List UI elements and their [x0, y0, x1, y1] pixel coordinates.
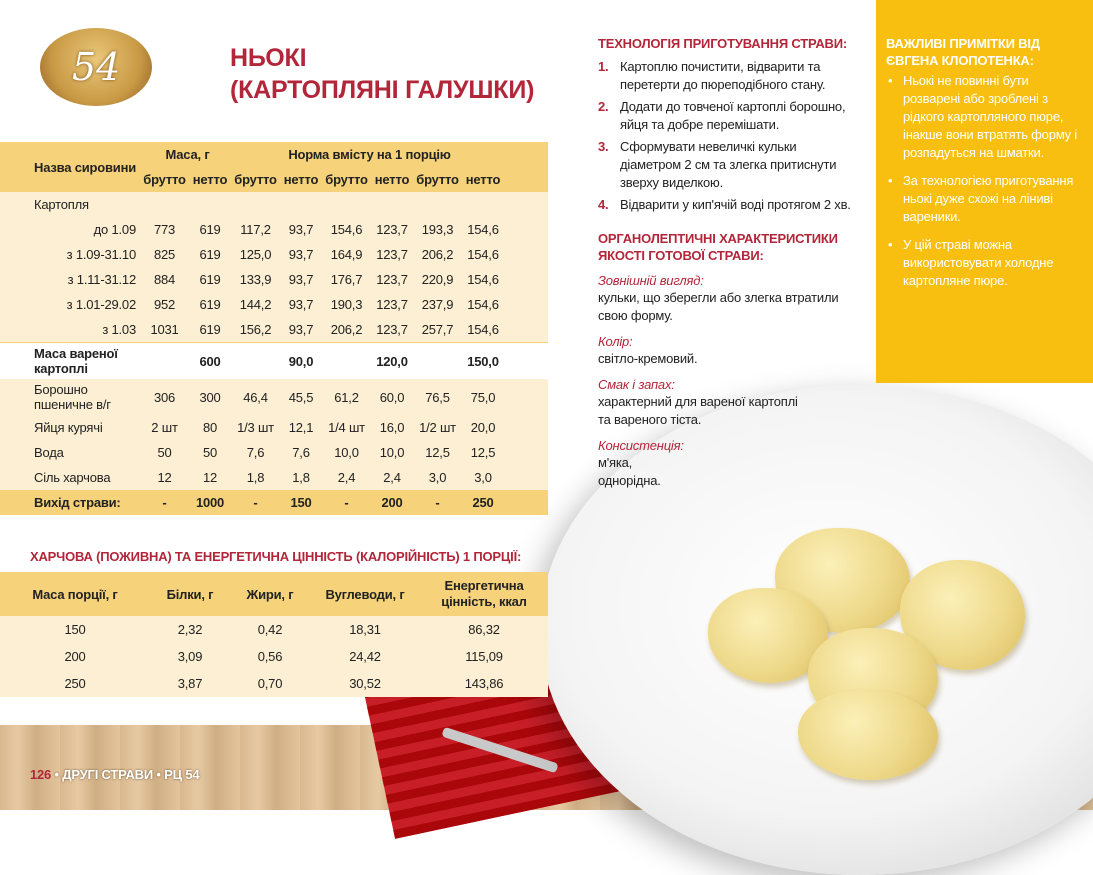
table-row — [0, 292, 548, 317]
title-line: ЯКОСТІ ГОТОВОЇ СТРАВИ: — [598, 248, 764, 263]
cell: 117,2 — [233, 217, 278, 242]
cell: 164,9 — [324, 242, 369, 267]
cell: 133,9 — [233, 267, 278, 292]
cell: 24,42 — [310, 643, 420, 670]
label-line: пшеничне в/г — [34, 397, 111, 412]
criterion-value: свою форму. — [598, 308, 673, 323]
cell: 0,42 — [230, 616, 310, 643]
cell: 90,0 — [278, 343, 324, 380]
cell: 619 — [187, 267, 233, 292]
criterion-value: однорідна. — [598, 473, 661, 488]
gnocchi-image — [798, 690, 938, 780]
label-line: картоплі — [34, 361, 88, 376]
cell: 156,2 — [233, 317, 278, 343]
note-text: Ньокі не повинні бути розварені або зроблені з рідкого картопляного пюре, інакше вони втратять форму і розпадуться на шматки. — [903, 73, 1078, 160]
column-header: Жири, г — [230, 572, 310, 616]
table-row — [0, 616, 548, 643]
cell: 0,70 — [230, 670, 310, 697]
cell: 884 — [142, 267, 187, 292]
cell: 93,7 — [278, 292, 324, 317]
cell: 3,0 — [415, 465, 460, 490]
cell: 86,32 — [420, 616, 548, 643]
period-label: з 1.03 — [0, 317, 142, 343]
notes-title: ВАЖЛИВІ ПРИМІТКИ ВІД ЄВГЕНА КЛОПОТЕНКА: — [886, 36, 1040, 68]
cell: 154,6 — [460, 267, 506, 292]
cell: 1,8 — [278, 465, 324, 490]
cell: 16,0 — [369, 415, 415, 440]
column-header-norm: Норма вмісту на 1 порцію — [233, 142, 506, 167]
cell: - — [142, 490, 187, 515]
cell: 30,52 — [310, 670, 420, 697]
cell: 154,6 — [324, 217, 369, 242]
table-row-yield — [0, 490, 548, 515]
page-number: 126 — [30, 767, 52, 782]
cell: 3,0 — [460, 465, 506, 490]
organoleptic-title — [598, 230, 858, 264]
ingredient-name — [0, 379, 142, 415]
yield-label: Вихід страви: — [0, 490, 142, 515]
step-text: Картоплю почистити, відварити та перетерти до пюреподібного стану. — [620, 59, 826, 92]
recipe-number-badge: 54 — [72, 45, 121, 89]
cell: 60,0 — [369, 379, 415, 415]
note-item — [886, 236, 1081, 290]
step-number: 2. — [598, 99, 609, 114]
subheader: нетто — [369, 167, 415, 192]
step-text: Сформувати невеличкі кульки діаметром 2 см та злегка притиснути зверху виделкою. — [620, 139, 837, 190]
table-row — [0, 217, 548, 242]
technology-steps — [598, 58, 858, 214]
step-text: Додати до товченої картоплі борошно, яйця та добре перемішати. — [620, 99, 846, 132]
cell: 7,6 — [278, 440, 324, 465]
cell: 2,4 — [324, 465, 369, 490]
notes-list — [886, 72, 1081, 300]
table-row — [0, 267, 548, 292]
cell: 150,0 — [460, 343, 506, 380]
table-row — [0, 242, 548, 267]
criterion-value: світло-кремовий. — [598, 351, 698, 366]
ingredient-name: Вода — [0, 440, 142, 465]
cell: 773 — [142, 217, 187, 242]
note-text: У цій страві можна використовувати холодне картопляне пюре. — [903, 237, 1054, 288]
cell: 154,6 — [460, 217, 506, 242]
cell: 115,09 — [420, 643, 548, 670]
cell: 12 — [187, 465, 233, 490]
energy-table — [0, 572, 548, 697]
step-item — [598, 138, 858, 192]
cell: 12,5 — [415, 440, 460, 465]
step-number: 1. — [598, 59, 609, 74]
criterion-value: характерний для вареної картоплі — [598, 394, 798, 409]
cell: 1/3 шт — [233, 415, 278, 440]
criterion-value: м'яка, — [598, 455, 633, 470]
label-line: Борошно — [34, 382, 88, 397]
cell: 619 — [187, 317, 233, 343]
cell: 619 — [187, 217, 233, 242]
cell: 1/4 шт — [324, 415, 369, 440]
cell: 1/2 шт — [415, 415, 460, 440]
period-label: з 1.09-31.10 — [0, 242, 142, 267]
technology-title: ТЕХНОЛОГІЯ ПРИГОТУВАННЯ СТРАВИ: — [598, 36, 847, 51]
subheader: нетто — [460, 167, 506, 192]
header-line: Енергетична — [444, 578, 524, 593]
cell: 76,5 — [415, 379, 460, 415]
cell: 12,1 — [278, 415, 324, 440]
table-row — [0, 317, 548, 343]
subheader: нетто — [278, 167, 324, 192]
cell: 220,9 — [415, 267, 460, 292]
cell: 75,0 — [460, 379, 506, 415]
title-line: (КАРТОПЛЯНІ ГАЛУШКИ) — [230, 76, 535, 104]
recipe-title — [230, 42, 534, 106]
cell: 93,7 — [278, 267, 324, 292]
cell: 1031 — [142, 317, 187, 343]
ingredient-name: Сіль харчова — [0, 465, 142, 490]
cell: 2 шт — [142, 415, 187, 440]
cell: 3,09 — [150, 643, 230, 670]
cell: 257,7 — [415, 317, 460, 343]
table-row — [0, 379, 548, 415]
cell: 7,6 — [233, 440, 278, 465]
cell: 1,8 — [233, 465, 278, 490]
cell: 154,6 — [460, 317, 506, 343]
cell: 2,4 — [369, 465, 415, 490]
ingredient-name: Яйця курячі — [0, 415, 142, 440]
label-line: Маса вареної — [34, 346, 118, 361]
ingredient-name: Картопля — [0, 192, 142, 217]
criterion-label: Колір: — [598, 334, 633, 349]
cell: 12 — [142, 465, 187, 490]
cell: 20,0 — [460, 415, 506, 440]
cell: 45,5 — [278, 379, 324, 415]
cell: 143,86 — [420, 670, 548, 697]
cell: 150 — [278, 490, 324, 515]
cell: 150 — [0, 616, 150, 643]
title-line: НЬОКІ — [230, 44, 307, 72]
note-item — [886, 72, 1081, 162]
step-item — [598, 98, 858, 134]
cell: 144,2 — [233, 292, 278, 317]
bullet-icon: • — [888, 73, 893, 88]
cell: 18,31 — [310, 616, 420, 643]
cell: 825 — [142, 242, 187, 267]
cell: 190,3 — [324, 292, 369, 317]
cell: 3,87 — [150, 670, 230, 697]
bullet-icon: • — [888, 173, 893, 188]
note-item — [886, 172, 1081, 226]
subheader: брутто — [233, 167, 278, 192]
criterion-value: та вареного тіста. — [598, 412, 702, 427]
cell: 619 — [187, 292, 233, 317]
period-label: з 1.11-31.12 — [0, 267, 142, 292]
cell: 61,2 — [324, 379, 369, 415]
cell: 193,3 — [415, 217, 460, 242]
criterion-label: Консистенція: — [598, 438, 684, 453]
cell: 46,4 — [233, 379, 278, 415]
cell: 600 — [187, 343, 233, 380]
table-row — [0, 643, 548, 670]
technology-column — [598, 35, 858, 490]
cell: - — [415, 490, 460, 515]
cell: 120,0 — [369, 343, 415, 380]
column-header-mass: Маса, г — [142, 142, 233, 167]
table-row — [0, 670, 548, 697]
header-line: цінність, ккал — [441, 594, 527, 609]
page-footer — [30, 767, 199, 782]
cell: 154,6 — [460, 242, 506, 267]
cell: 80 — [187, 415, 233, 440]
column-header — [420, 572, 548, 616]
cell: 50 — [142, 440, 187, 465]
cell: 10,0 — [324, 440, 369, 465]
cell: 93,7 — [278, 217, 324, 242]
step-item — [598, 196, 858, 214]
cell: 306 — [142, 379, 187, 415]
subheader: нетто — [187, 167, 233, 192]
cell: 12,5 — [460, 440, 506, 465]
cell: 250 — [0, 670, 150, 697]
ingredient-name — [0, 343, 142, 380]
cell: 1000 — [187, 490, 233, 515]
criterion-label: Смак і запах: — [598, 377, 675, 392]
title-line: ОРГАНОЛЕПТИЧНІ ХАРАКТЕРИСТИКИ — [598, 231, 838, 246]
cell: - — [324, 490, 369, 515]
column-header: Маса порції, г — [0, 572, 150, 616]
step-item — [598, 58, 858, 94]
column-header-name: Назва сировини — [0, 142, 142, 192]
cell: - — [233, 490, 278, 515]
table-row — [0, 415, 548, 440]
subheader: брутто — [324, 167, 369, 192]
notes-panel — [876, 0, 1093, 383]
recipe-code: РЦ 54 — [164, 767, 200, 782]
separator: • — [54, 767, 59, 782]
cell: 237,9 — [415, 292, 460, 317]
cell: 250 — [460, 490, 506, 515]
separator: • — [156, 767, 161, 782]
cell: 125,0 — [233, 242, 278, 267]
cell: 10,0 — [369, 440, 415, 465]
cell: 300 — [187, 379, 233, 415]
cell: 206,2 — [415, 242, 460, 267]
cell: 206,2 — [324, 317, 369, 343]
ingredients-table — [0, 142, 548, 515]
period-label: до 1.09 — [0, 217, 142, 242]
step-number: 3. — [598, 139, 609, 154]
energy-section-title: ХАРЧОВА (ПОЖИВНА) ТА ЕНЕРГЕТИЧНА ЦІННІСТЬ (КАЛОРІЙНІСТЬ) 1 ПОРЦІЇ: — [30, 549, 522, 564]
cell: 123,7 — [369, 267, 415, 292]
column-header: Білки, г — [150, 572, 230, 616]
cell: 200 — [369, 490, 415, 515]
table-row — [0, 343, 548, 380]
section-name: ДРУГІ СТРАВИ — [62, 767, 153, 782]
cell: 93,7 — [278, 242, 324, 267]
cell: 619 — [187, 242, 233, 267]
step-number: 4. — [598, 197, 609, 212]
criterion-value: кульки, що зберегли або злегка втратили — [598, 290, 839, 305]
bullet-icon: • — [888, 237, 893, 252]
cell: 176,7 — [324, 267, 369, 292]
criterion-label: Зовнішній вигляд: — [598, 273, 704, 288]
cell: 0,56 — [230, 643, 310, 670]
table-row — [0, 440, 548, 465]
cell: 93,7 — [278, 317, 324, 343]
cell: 123,7 — [369, 292, 415, 317]
cell: 2,32 — [150, 616, 230, 643]
cell: 123,7 — [369, 317, 415, 343]
column-header: Вуглеводи, г — [310, 572, 420, 616]
table-row — [0, 465, 548, 490]
cell: 123,7 — [369, 217, 415, 242]
note-text: За технологією приготування ньокі дуже схожі на ліниві вареники. — [903, 173, 1074, 224]
period-label: з 1.01-29.02 — [0, 292, 142, 317]
subheader: брутто — [142, 167, 187, 192]
cell: 50 — [187, 440, 233, 465]
cell: 154,6 — [460, 292, 506, 317]
subheader: брутто — [415, 167, 460, 192]
cell: 200 — [0, 643, 150, 670]
cell: 952 — [142, 292, 187, 317]
cell: 123,7 — [369, 242, 415, 267]
step-text: Відварити у кип'ячій воді протягом 2 хв. — [620, 197, 851, 212]
